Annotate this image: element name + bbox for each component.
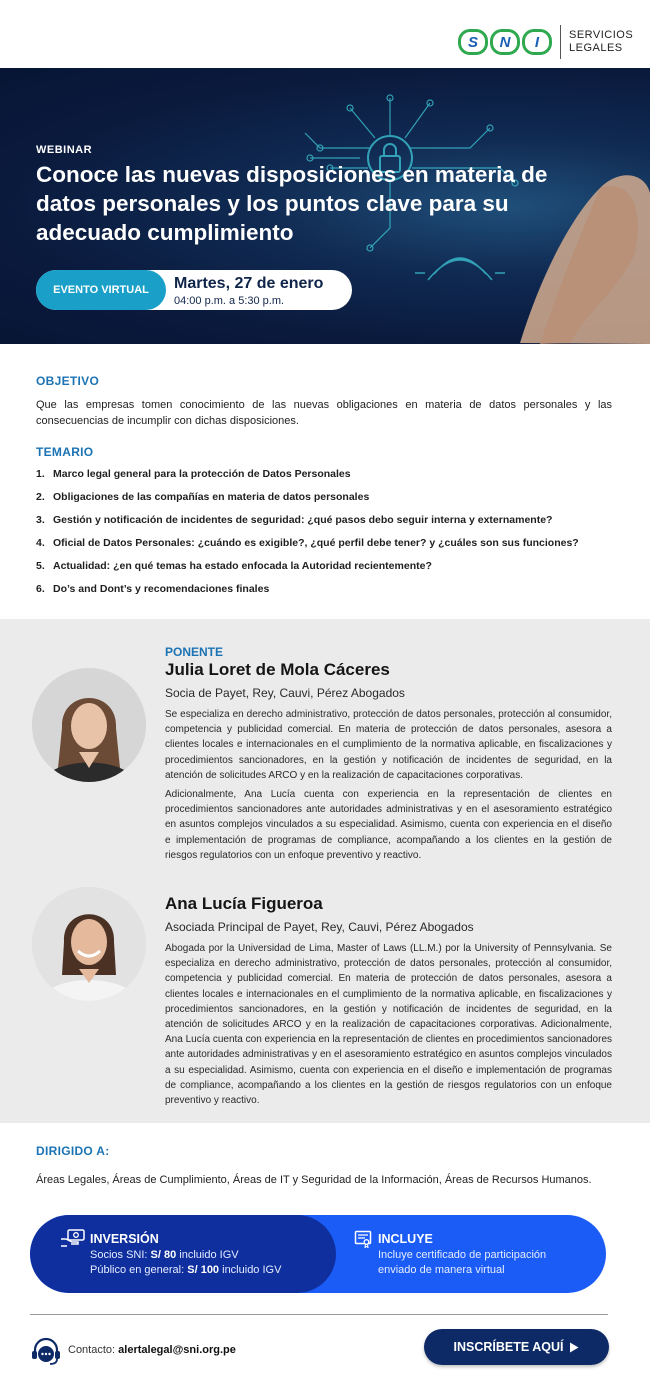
- publico-price: S/ 100: [187, 1264, 220, 1276]
- logo-tagline-line2: LEGALES: [569, 42, 623, 54]
- header: [0, 0, 650, 68]
- contact-email-link[interactable]: alertalegal@sni.org.pe: [118, 1344, 236, 1356]
- speaker-2-role: Asociada Principal de Payet, Rey, Cauvi, Pérez Abogados: [165, 920, 474, 934]
- logo-letter-s: S: [458, 29, 488, 55]
- speakers-section: [0, 619, 650, 1123]
- list-item-number: 3.: [36, 514, 45, 526]
- temario-heading: TEMARIO: [36, 445, 94, 459]
- avatar: [32, 887, 146, 1001]
- list-item-text: Obligaciones de las compañías en materia de datos personales: [53, 491, 370, 503]
- inversion-publico: [90, 1264, 281, 1276]
- speaker-1-role: Socia de Payet, Rey, Cauvi, Pérez Abogados: [165, 686, 405, 700]
- speaker-2-name: Ana Lucía Figueroa: [165, 894, 323, 913]
- speaker-1-bio-p2: Adicionalmente, Ana Lucía cuenta con experiencia en la representación de clientes en procedimientos sancionadores ante autoridades administrativas y en el asesoramiento estratégico en asuntos complejos vinculados a su especialidad. Asimismo, cuenta con experiencia en el diseño e implementación de programas de compliance, acompañando a los clientes en la gestión de riesgos regulatorios con un enfoque preventivo y reactivo.: [165, 789, 612, 861]
- event-info-pill: [36, 270, 352, 310]
- register-button[interactable]: [424, 1329, 609, 1365]
- list-item: [36, 537, 626, 560]
- socios-price: S/ 80: [150, 1249, 177, 1261]
- logo-badges: [458, 29, 552, 55]
- contact-label: Contacto:: [68, 1344, 116, 1356]
- list-item-text: Oficial de Datos Personales: ¿cuándo es exigible?, ¿qué perfil debe tener? y ¿cuáles son sus funciones?: [53, 537, 579, 549]
- hero-title: Conoce las nuevas disposiciones en materia de datos personales y los puntos clave para su adecuado cumplimiento: [36, 162, 548, 245]
- publico-suffix: incluido IGV: [222, 1264, 282, 1276]
- money-hand-icon: [60, 1229, 86, 1247]
- hero-eyebrow: WEBINAR: [36, 144, 93, 156]
- dirigido-heading: DIRIGIDO A:: [36, 1144, 110, 1158]
- dirigido-text: Áreas Legales, Áreas de Cumplimiento, Áreas de IT y Seguridad de la Información, Áreas de Recursos Humanos.: [36, 1174, 592, 1186]
- ponente-heading: PONENTE: [165, 645, 224, 659]
- event-type-badge: EVENTO VIRTUAL: [36, 270, 166, 310]
- list-item-number: 5.: [36, 560, 45, 572]
- event-date: Martes, 27 de enero: [174, 275, 324, 292]
- avatar: [32, 668, 146, 782]
- register-button-label: INSCRÍBETE AQUÍ: [453, 1340, 564, 1354]
- list-item: [36, 583, 626, 606]
- inversion-socios: [90, 1249, 239, 1261]
- inversion-title: INVERSIÓN: [90, 1232, 159, 1246]
- objetivo-heading: OBJETIVO: [36, 374, 100, 388]
- list-item-text: Marco legal general para la protección de Datos Personales: [53, 468, 351, 480]
- list-item: [36, 514, 626, 537]
- footer-divider: [30, 1314, 608, 1315]
- event-time: 04:00 p.m. a 5:30 p.m.: [174, 295, 285, 307]
- speaker-2-bio: Abogada por la Universidad de Lima, Master of Laws (LL.M.) por la University of Pennsylvania. Se especializa en derecho administrativo, protección de datos personales, protección al consumidor, competencia y publicidad comercial. En materia de protección de datos personales, asesora a clientes locales e internacionales en el cumplimiento de la normativa aplicable, en fiscalizaciones y procedimientos sancionadores, en la gestión y notificación de incidentes de seguridad, en la atención de solicitudes ARCO y en la realización de capacitaciones corporativas. Adicionalmente, Ana Lucía cuenta con experiencia en la representación de clientes en procedimientos sancionadores ante autoridades administrativas y en el asesoramiento estratégico en asuntos complejos vinculados a su especialidad. Asimismo, cuenta con experiencia en el diseño e implementación de programas de compliance, acompañando a los clientes en la gestión de riesgos regulatorios con un enfoque preventivo y reactivo.: [165, 943, 612, 1107]
- logo-letter-n: N: [490, 29, 520, 55]
- list-item-text: Gestión y notificación de incidentes de seguridad: ¿qué pasos debo seguir interna y externamente?: [53, 514, 553, 526]
- incluye-title: INCLUYE: [378, 1232, 433, 1246]
- headset-chat-icon: [30, 1335, 62, 1367]
- logo-divider: [560, 25, 561, 59]
- logo-tagline-line1: SERVICIOS: [569, 29, 634, 41]
- incluye-line1: Incluye certificado de participación: [378, 1249, 547, 1261]
- contact-line: [68, 1344, 236, 1356]
- temario-list: [36, 468, 626, 606]
- list-item-number: 4.: [36, 537, 45, 549]
- incluye-line2: enviado de manera virtual: [378, 1264, 505, 1276]
- socios-label: Socios SNI:: [90, 1249, 148, 1261]
- publico-label: Público en general:: [90, 1264, 185, 1276]
- list-item-text: Actualidad: ¿en qué temas ha estado enfocada la Autoridad recientemente?: [53, 560, 432, 572]
- list-item: [36, 491, 626, 514]
- list-item: [36, 560, 626, 583]
- list-item: [36, 468, 626, 491]
- list-item-number: 1.: [36, 468, 45, 480]
- objetivo-text: Que las empresas tomen conocimiento de las nuevas obligaciones en materia de datos personales y las consecuencias de incumplir con dichas disposiciones.: [36, 399, 612, 427]
- socios-suffix: incluido IGV: [179, 1249, 239, 1261]
- certificate-icon: [354, 1230, 372, 1248]
- hero-banner: [0, 68, 650, 344]
- logo-letter-i: I: [522, 29, 552, 55]
- sni-logo[interactable]: [458, 25, 633, 59]
- pricing-banner: [30, 1215, 606, 1293]
- list-item-number: 2.: [36, 491, 45, 503]
- logo-tagline: [569, 29, 633, 55]
- speaker-1-name: Julia Loret de Mola Cáceres: [165, 660, 390, 679]
- speaker-1-bio-p1: Se especializa en derecho administrativo, protección de datos personales, protección al consumidor, competencia y publicidad comercial. En materia de protección de datos personales, asesora a clientes locales e internacionales en el cumplimiento de la normativa aplicable, en fiscalizaciones y procedimientos sancionadores, en la gestión y notificación de incidentes de seguridad, en la atención de solicitudes ARCO y en la realización de capacitaciones corporativas.: [165, 709, 612, 781]
- play-arrow-icon: [569, 1342, 579, 1353]
- speaker-portrait-1: [32, 668, 146, 782]
- list-item-text: Do’s and Dont’s y recomendaciones finales: [53, 583, 270, 595]
- list-item-number: 6.: [36, 583, 45, 595]
- speaker-portrait-2: [32, 887, 146, 1001]
